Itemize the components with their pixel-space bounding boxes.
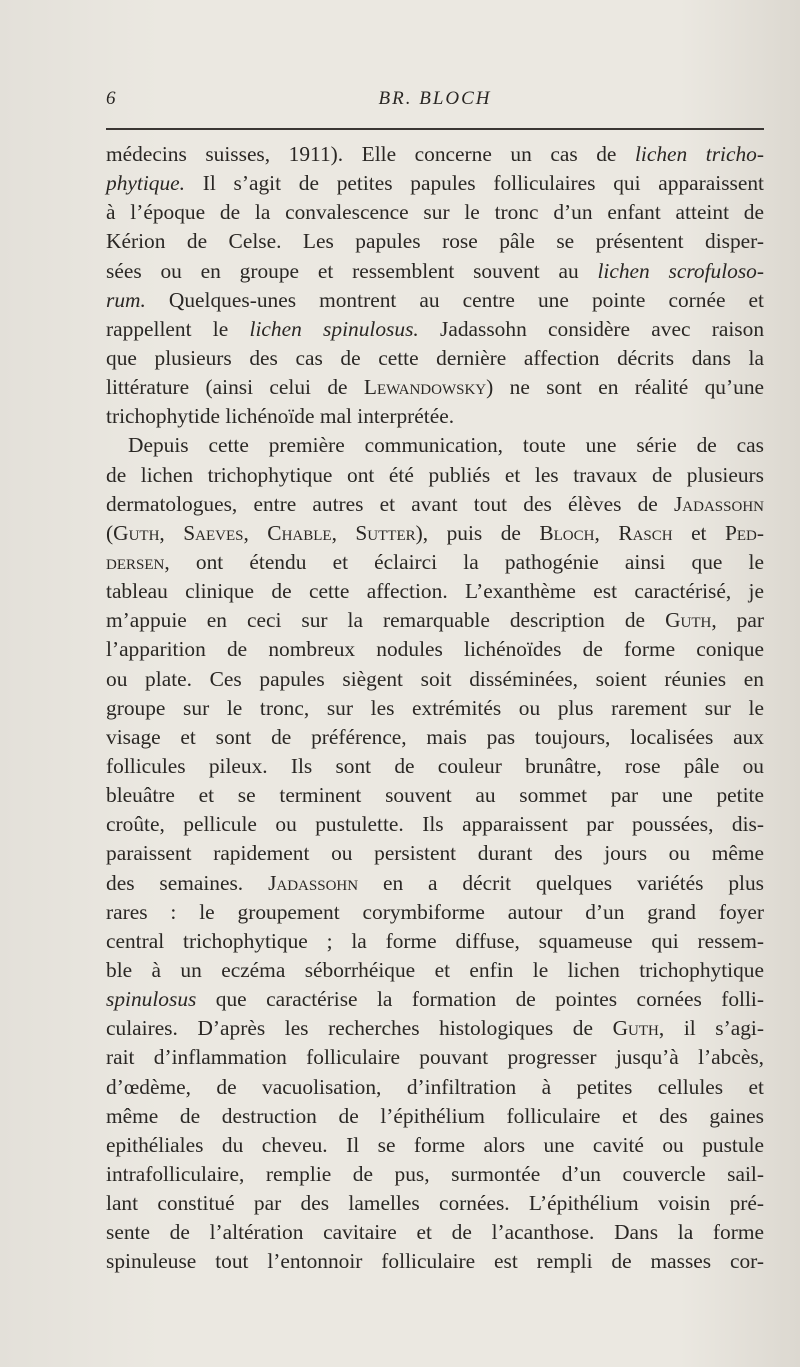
text-run: de lichen trichophytique ont été publiés et les travaux de plusieurs: [106, 462, 764, 487]
text-run: culaires. D’après les recherches histologiques de: [106, 1016, 613, 1041]
text-run: follicules pileux. Ils sont de couleur brunâtre, rose pâle ou: [106, 753, 764, 778]
running-head: [106, 88, 764, 118]
text-run: et: [672, 520, 725, 545]
text-run: intrafolliculaire, remplie de pus, surmontée d’un couvercle sail-: [106, 1161, 764, 1186]
text-line: [106, 431, 764, 460]
text-run: même de destruction de l’épithélium folliculaire et des gaines: [106, 1103, 764, 1128]
text-run: rares : le groupement corymbiforme autour d’un grand foyer: [106, 899, 764, 924]
text-line: [106, 1189, 764, 1218]
text-run: ble à un eczéma séborrhéique et enfin le lichen trichophytique: [106, 957, 764, 982]
text-run: epithéliales du cheveu. Il se forme alors une cavité ou pustule: [106, 1132, 764, 1157]
text-run: visage et sont de préférence, mais pas toujours, localisées aux: [106, 724, 764, 749]
author-name: Guth: [113, 520, 160, 545]
text-line: [106, 1073, 764, 1102]
text-run: Depuis cette première communication, toute une série de cas: [128, 433, 764, 458]
text-line: [106, 169, 764, 198]
text-run: des semaines.: [106, 870, 269, 895]
text-run: littérature (ainsi celui de: [106, 375, 364, 400]
text-run: d’œdème, de vacuolisation, d’infiltration à petites cellules et: [106, 1074, 764, 1099]
text-run: rait d’inflammation folliculaire pouvant progresser jusqu’à l’abcès,: [106, 1045, 764, 1070]
author-name: Saeves: [183, 520, 244, 545]
author-name: Lewandowsky: [363, 375, 487, 400]
text-run: lant constitué par des lamelles cornées. L’épithélium voisin pré-: [106, 1191, 764, 1216]
text-line: [106, 927, 764, 956]
text-line: [106, 1014, 764, 1043]
author-name: Jadassohn: [673, 491, 764, 516]
author-name: Jadassohn: [268, 870, 359, 895]
italic-text: lichen tricho-: [634, 142, 764, 166]
text-run: que caractérise la formation de pointes cornées folli-: [196, 987, 764, 1012]
text-run: que plusieurs des cas de cette dernière affection décrits dans la: [106, 345, 764, 370]
text-run: ) ne sont en réalité qu’une: [486, 375, 765, 400]
header-rule: [106, 128, 764, 130]
text-line: [106, 635, 764, 664]
author-name: dersen: [106, 549, 165, 574]
author-name: Bloch: [539, 520, 595, 545]
text-line: [106, 227, 764, 256]
author-name: Chable: [267, 520, 332, 545]
text-run: , ont étendu et éclairci la pathogénie ainsi que le: [164, 549, 764, 574]
text-line: [106, 839, 764, 868]
text-line: [106, 1218, 764, 1247]
italic-text: lichen scrofuloso-: [597, 258, 764, 283]
text-run: ,: [243, 520, 268, 545]
text-run: dermatologues, entre autres et avant tout des élèves de: [106, 491, 674, 516]
text-run: tableau clinique de cette affection. L’exanthème est caractérisé, je: [106, 579, 764, 604]
running-title: BR. BLOCH: [378, 88, 492, 109]
text-run: m’appuie en ceci sur la remarquable description de: [106, 608, 666, 633]
text-line: [106, 315, 764, 344]
text-line: [106, 490, 764, 519]
text-line: [106, 665, 764, 694]
text-run: Jadassohn considère avec raison: [418, 316, 765, 341]
text-line: [106, 402, 764, 431]
text-run: trichophytide lichénoïde mal interprétée.: [106, 404, 455, 429]
text-line: [106, 869, 764, 898]
text-line: [106, 810, 764, 839]
text-line: [106, 1160, 764, 1189]
text-run: Kérion de Celse. Les papules rose pâle se présentent disper-: [106, 229, 764, 254]
text-run: ,: [159, 520, 184, 545]
text-line: [106, 1247, 764, 1276]
text-run: central trichophytique ; la forme diffuse, squameuse qui ressem-: [106, 928, 764, 953]
text-line: [106, 577, 764, 606]
text-run: Il s’agit de petites papules folliculaires qui apparaissent: [185, 171, 764, 196]
text-run: groupe sur le tronc, sur les extrémités ou plus rarement sur le: [106, 695, 764, 720]
text-run: (: [106, 520, 114, 545]
text-run: ou plate. Ces papules siègent soit disséminées, soient réunies en: [106, 666, 764, 691]
text-line: [106, 752, 764, 781]
text-run: croûte, pellicule ou pustulette. Ils apparaissent par poussées, dis-: [106, 812, 764, 837]
text-run: rappellent le: [106, 316, 250, 341]
text-line: [106, 694, 764, 723]
page-number: 6: [106, 88, 116, 109]
text-run: en a décrit quelques variétés plus: [358, 870, 765, 895]
italic-text: lichen spinulosus.: [249, 316, 419, 341]
text-run: , par: [711, 608, 764, 633]
text-line: [106, 1043, 764, 1072]
text-line: [106, 1102, 764, 1131]
text-line: [106, 140, 764, 169]
text-run: à l’époque de la convalescence sur le tronc d’un enfant atteint de: [106, 200, 764, 225]
text-run: , il s’agi-: [658, 1016, 764, 1041]
author-name: Sutter: [355, 520, 416, 545]
text-run: médecins suisses, 1911). Elle concerne un cas de: [106, 142, 635, 166]
italic-text: phytique.: [106, 171, 186, 196]
italic-text: spinulosus: [106, 987, 197, 1012]
author-name: Rasch: [618, 520, 673, 545]
text-run: ,: [331, 520, 356, 545]
text-line: [106, 344, 764, 373]
text-line: [106, 1131, 764, 1160]
text-line: [106, 373, 764, 402]
text-line: [106, 898, 764, 927]
text-run: bleuâtre et se terminent souvent au sommet par une petite: [106, 783, 764, 808]
text-line: [106, 257, 764, 286]
text-line: [106, 286, 764, 315]
text-line: [106, 606, 764, 635]
text-run: ,: [594, 520, 619, 545]
text-line: [106, 956, 764, 985]
text-line: [106, 723, 764, 752]
text-run: sées ou en groupe et ressemblent souvent au: [106, 258, 598, 283]
text-line: [106, 519, 764, 548]
italic-text: rum.: [106, 287, 146, 312]
text-run: ), puis de: [415, 520, 540, 545]
author-name: Guth: [665, 608, 712, 633]
text-line: [106, 781, 764, 810]
text-line: [106, 198, 764, 227]
text-line: [106, 461, 764, 490]
author-name: Ped-: [724, 520, 764, 545]
author-name: Guth: [612, 1016, 659, 1041]
text-run: paraissent rapidement ou persistent durant des jours ou même: [106, 841, 764, 866]
text-line: [106, 985, 764, 1014]
text-line: [106, 548, 764, 577]
text-run: spinuleuse tout l’entonnoir folliculaire est rempli de masses cor-: [106, 1249, 764, 1274]
body-text: [106, 140, 764, 1276]
text-run: Quelques-unes montrent au centre une pointe cornée et: [145, 287, 764, 312]
text-run: l’apparition de nombreux nodules lichénoïdes de forme conique: [106, 637, 764, 662]
text-run: sente de l’altération cavitaire et de l’acanthose. Dans la forme: [106, 1220, 764, 1245]
